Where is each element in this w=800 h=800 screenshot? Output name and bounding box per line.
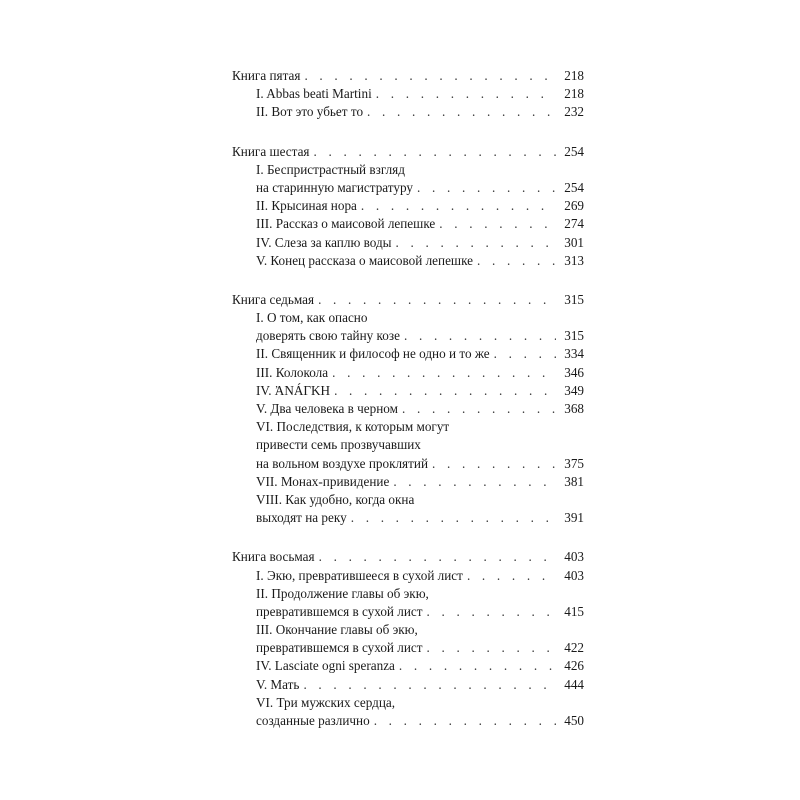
- page-number: 315: [564, 291, 584, 307]
- chapter-title: II. Вот это убьет то: [256, 104, 364, 120]
- dot-leader: [396, 234, 556, 252]
- page-number: 254: [564, 143, 584, 159]
- chapter-title: V. Мать: [256, 676, 300, 692]
- toc-section-book-7: [232, 291, 584, 527]
- toc-chapter-entry: [232, 567, 584, 585]
- toc-chapter-entry-line: [232, 418, 584, 436]
- dot-leader: [319, 548, 556, 566]
- chapter-title-cont: выходят на реку: [256, 510, 347, 526]
- page-number: 313: [564, 252, 584, 268]
- book-title: Книга шестая: [232, 143, 310, 159]
- chapter-title: I. О том, как опасно: [256, 310, 368, 326]
- page-number: 403: [564, 567, 584, 583]
- dot-leader: [427, 639, 556, 657]
- dot-leader: [318, 291, 556, 309]
- toc-section-book-5: [232, 67, 584, 122]
- page-number: 381: [564, 473, 584, 489]
- dot-leader: [404, 327, 556, 345]
- chapter-title-cont: превратившемся в сухой лист: [256, 603, 423, 619]
- dot-leader: [477, 252, 556, 270]
- chapter-title-cont: на старинную магистратуру: [256, 179, 414, 195]
- chapter-title: IV. Lasciate ogni speranza: [256, 658, 395, 674]
- page-number: 301: [564, 234, 584, 250]
- book-title: Книга пятая: [232, 68, 301, 83]
- chapter-title: V. Два человека в черном: [256, 401, 398, 416]
- chapter-title: VIII. Как удобно, когда окна: [256, 491, 415, 507]
- chapter-title: VI. Три мужских сердца,: [256, 694, 396, 710]
- page-number: 391: [564, 510, 584, 526]
- chapter-title-cont: созданные различно: [256, 713, 370, 728]
- chapter-title-cont: привести семь прозвучавших: [256, 437, 421, 453]
- dot-leader: [351, 509, 556, 527]
- book-title: Книга восьмая: [232, 549, 315, 565]
- toc-chapter-entry-line: [232, 436, 584, 454]
- toc-chapter-entry: [232, 712, 584, 730]
- page-number: 444: [564, 676, 584, 692]
- toc-chapter-entry-line: [232, 585, 584, 603]
- chapter-title: IV. Слеза за каплю воды: [256, 234, 392, 250]
- toc-chapter-entry: [232, 345, 584, 363]
- chapter-title: I. Беспристрастный взгляд: [256, 161, 405, 177]
- toc-chapter-entry: [232, 364, 584, 382]
- dot-leader: [361, 197, 556, 215]
- dot-leader: [432, 455, 556, 473]
- page-number: 349: [564, 382, 584, 398]
- toc-chapter-entry: [232, 179, 584, 197]
- chapter-title: III. Рассказ о маисовой лепешке: [256, 216, 436, 232]
- page-number: 315: [564, 328, 584, 344]
- toc-chapter-entry: [232, 197, 584, 215]
- toc-chapter-entry-line: [232, 621, 584, 639]
- page-number: 269: [564, 198, 584, 214]
- dot-leader: [393, 473, 556, 491]
- dot-leader: [332, 364, 556, 382]
- chapter-title-cont: доверять свою тайну козе: [256, 328, 400, 344]
- toc-book-entry: [232, 143, 584, 161]
- toc-chapter-entry: [232, 327, 584, 345]
- dot-leader: [303, 676, 556, 694]
- book-title: Книга седьмая: [232, 291, 315, 307]
- chapter-title-cont: на вольном воздухе проклятий: [256, 455, 428, 471]
- chapter-title: VI. Последствия, к которым могут: [256, 419, 450, 435]
- toc-chapter-entry: [232, 509, 584, 527]
- page-number: 346: [564, 364, 584, 380]
- table-of-contents: [232, 67, 584, 730]
- toc-chapter-entry: [232, 455, 584, 473]
- toc-chapter-entry-line: [232, 161, 584, 179]
- toc-chapter-entry: [232, 639, 584, 657]
- toc-chapter-entry: [232, 603, 584, 621]
- chapter-title: I. Экю, превратившееся в сухой лист: [256, 567, 463, 583]
- toc-section-book-6: [232, 143, 584, 270]
- toc-book-entry: [232, 67, 584, 85]
- dot-leader: [374, 712, 556, 730]
- toc-chapter-entry-line: [232, 694, 584, 712]
- page-number: 232: [564, 104, 584, 120]
- chapter-title: II. Продолжение главы об экю,: [256, 585, 429, 601]
- dot-leader: [417, 179, 556, 197]
- toc-chapter-entry: [232, 234, 584, 252]
- dot-leader: [467, 567, 556, 585]
- page-number: 426: [564, 658, 584, 674]
- dot-leader: [376, 85, 556, 103]
- toc-chapter-entry: [232, 657, 584, 675]
- toc-chapter-entry-line: [232, 309, 584, 327]
- chapter-title: III. Колокола: [256, 364, 329, 380]
- toc-chapter-entry: [232, 85, 584, 103]
- chapter-title: III. Окончание главы об экю,: [256, 622, 418, 638]
- chapter-title: IV. ἈΝÁΓΚΗ: [256, 382, 331, 398]
- dot-leader: [427, 603, 556, 621]
- page-number: 334: [564, 346, 584, 362]
- page-number: 450: [564, 713, 584, 728]
- toc-chapter-entry: [232, 215, 584, 233]
- dot-leader: [334, 382, 556, 400]
- page-number: 218: [564, 86, 584, 102]
- toc-chapter-entry: [232, 103, 584, 121]
- toc-book-entry: [232, 548, 584, 566]
- dot-leader: [402, 400, 556, 418]
- toc-chapter-entry-line: [232, 491, 584, 509]
- dot-leader: [367, 103, 556, 121]
- toc-chapter-entry: [232, 400, 584, 418]
- toc-book-entry: [232, 291, 584, 309]
- dot-leader: [399, 657, 556, 675]
- page-number: 422: [564, 640, 584, 656]
- chapter-title: II. Крысиная нора: [256, 198, 357, 214]
- page-number: 254: [564, 179, 584, 195]
- toc-chapter-entry: [232, 676, 584, 694]
- chapter-title-cont: превратившемся в сухой лист: [256, 640, 423, 656]
- dot-leader: [439, 215, 556, 233]
- page-number: 274: [564, 216, 584, 232]
- chapter-title: VII. Монах-привидение: [256, 473, 390, 489]
- dot-leader: [304, 67, 556, 85]
- toc-chapter-entry: [232, 473, 584, 491]
- page-number: 375: [564, 455, 584, 471]
- toc-chapter-entry: [232, 382, 584, 400]
- page-number: 415: [564, 603, 584, 619]
- dot-leader: [314, 143, 556, 161]
- toc-section-book-8: [232, 548, 584, 730]
- page-number: 403: [564, 549, 584, 565]
- page-number: 218: [564, 68, 584, 83]
- page-number: 368: [564, 401, 584, 416]
- chapter-title: II. Священник и философ не одно и то же: [256, 346, 490, 362]
- dot-leader: [494, 345, 556, 363]
- toc-chapter-entry: [232, 252, 584, 270]
- chapter-title: V. Конец рассказа о маисовой лепешке: [256, 252, 474, 268]
- chapter-title: I. Abbas beati Martini: [256, 86, 372, 102]
